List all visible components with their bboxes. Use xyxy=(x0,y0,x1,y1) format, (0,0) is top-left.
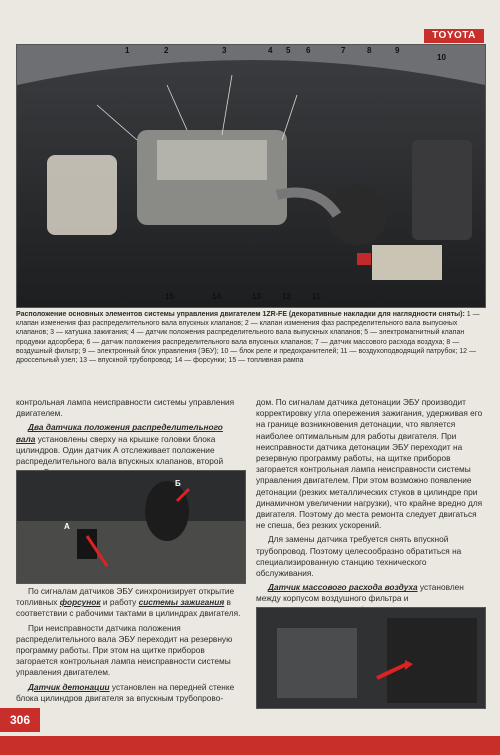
caption-body: 1 — клапан изменения фаз распределительного вала впускных клапанов; 2 — клапан изменения фаз распределительного вала выпускных клапанов; 3 — катушка зажигания; 4 — датчик положения распределительного вала выпускных клапанов; 5 — электромагнитный клапан продувки адсорбера; 6 — датчик положения распределительного вала впускных клапанов; 7 — датчик массового расхода воздуха; 8 — воздушный фильтр; 9 — электронный блок управления (ЭБУ); 10 — блок реле и предохранителей; 11 — воздухоподводящий патрубок; 12 — дроссельный узел; 13 — впускной трубопровод; 14 — форсунки; 15 — топливная рампа xyxy=(16,311,480,365)
footer-strip xyxy=(0,736,500,755)
callout-6: 6 xyxy=(306,46,311,55)
camshaft-sensors-photo xyxy=(16,470,246,584)
engine-bay-photo xyxy=(16,44,486,308)
left-column xyxy=(16,397,244,481)
caption-title: Расположение основных элементов системы управления двигателем 1ZR-FE (декоративные накладки для наглядности сняты): xyxy=(16,311,465,318)
left-paragraph-3-c: в соответствии с рабочими тактами в цилиндрах двигателя. xyxy=(16,597,241,619)
callout-7: 7 xyxy=(341,46,346,55)
callout-13: 13 xyxy=(252,292,261,301)
left-paragraph-3-a: По сигналам датчиков ЭБУ синхронизирует открытие топливных xyxy=(16,586,235,608)
photo-label-b: Б xyxy=(175,479,181,488)
left-column-lower xyxy=(16,586,244,707)
callout-8: 8 xyxy=(367,46,372,55)
term-knock-sensor: Датчик детонации xyxy=(28,681,110,692)
right-paragraph-3-text: установлен между корпусом воздушного фильтра и xyxy=(256,582,464,604)
left-paragraph-5 xyxy=(16,682,244,704)
callout-4: 4 xyxy=(268,46,273,55)
term-camshaft-sensors: Два датчика положения распределительного вала xyxy=(16,422,223,444)
left-paragraph-5-text: установлен на передней стенке блока цилиндров двигателя за впускным трубопрово- xyxy=(16,681,235,703)
term-maf-sensor: Датчик массового расхода воздуха xyxy=(268,582,418,593)
term-ignition-system: системы зажигания xyxy=(138,597,225,608)
left-paragraph-4: При неисправности датчика положения распределительного вала ЭБУ переходит на резервную программу работы. При этом на щитке приборов загорается контрольная лампа неисправности системы управления двигателем. xyxy=(16,622,233,678)
right-column xyxy=(256,397,484,619)
callout-10: 10 xyxy=(437,53,446,62)
right-paragraph-2: Для замены датчика требуется снять впускной трубопровод. Поэтому целесообразно обратиться на специализированную станцию технического обслуживания. xyxy=(256,534,462,579)
left-paragraph-1: контрольная лампа неисправности системы управления двигателем. xyxy=(16,397,235,419)
callout-11: 11 xyxy=(312,292,321,301)
callout-15: 15 xyxy=(165,292,174,301)
left-paragraph-3 xyxy=(16,586,244,620)
callout-14: 14 xyxy=(212,292,221,301)
callout-5: 5 xyxy=(286,46,291,55)
right-paragraph-1: дом. По сигналам датчика детонации ЭБУ производит корректировку угла опережения зажигания, удерживая его на границе возникновения детонации, что является наиболее оптимальным для работы двигателя. При неисправности датчика детонации ЭБУ переходит на резервную программу работы, на щитке приборов загорается контрольная лампа неисправности системы управления двигателем. При этом возможно появление детонации (резких металлических стуков в цилиндре при динамичном увеличении нагрузки), что крайне вредно для двигателя. Поэтому до места ремонта следует двигаться не спеша, без резких ускорений. xyxy=(256,397,483,531)
callout-2: 2 xyxy=(164,46,169,55)
page-number: 306 xyxy=(0,708,40,732)
callout-1: 1 xyxy=(125,46,130,55)
brand-tab: TOYOTA xyxy=(424,29,484,43)
photo-label-a: А xyxy=(64,522,70,531)
left-paragraph-2-text: установлены сверху на крышке головки блока цилиндров. Один датчик А отслеживает положение распределительного вала впускных клапанов, второй xyxy=(16,433,224,467)
callout-12: 12 xyxy=(282,292,291,301)
figure-caption xyxy=(16,310,486,365)
callout-3: 3 xyxy=(222,46,227,55)
callout-9: 9 xyxy=(395,46,400,55)
maf-sensor-photo xyxy=(256,607,486,709)
left-paragraph-3-b: и работу xyxy=(100,597,139,608)
term-injectors: форсунок xyxy=(59,597,101,608)
